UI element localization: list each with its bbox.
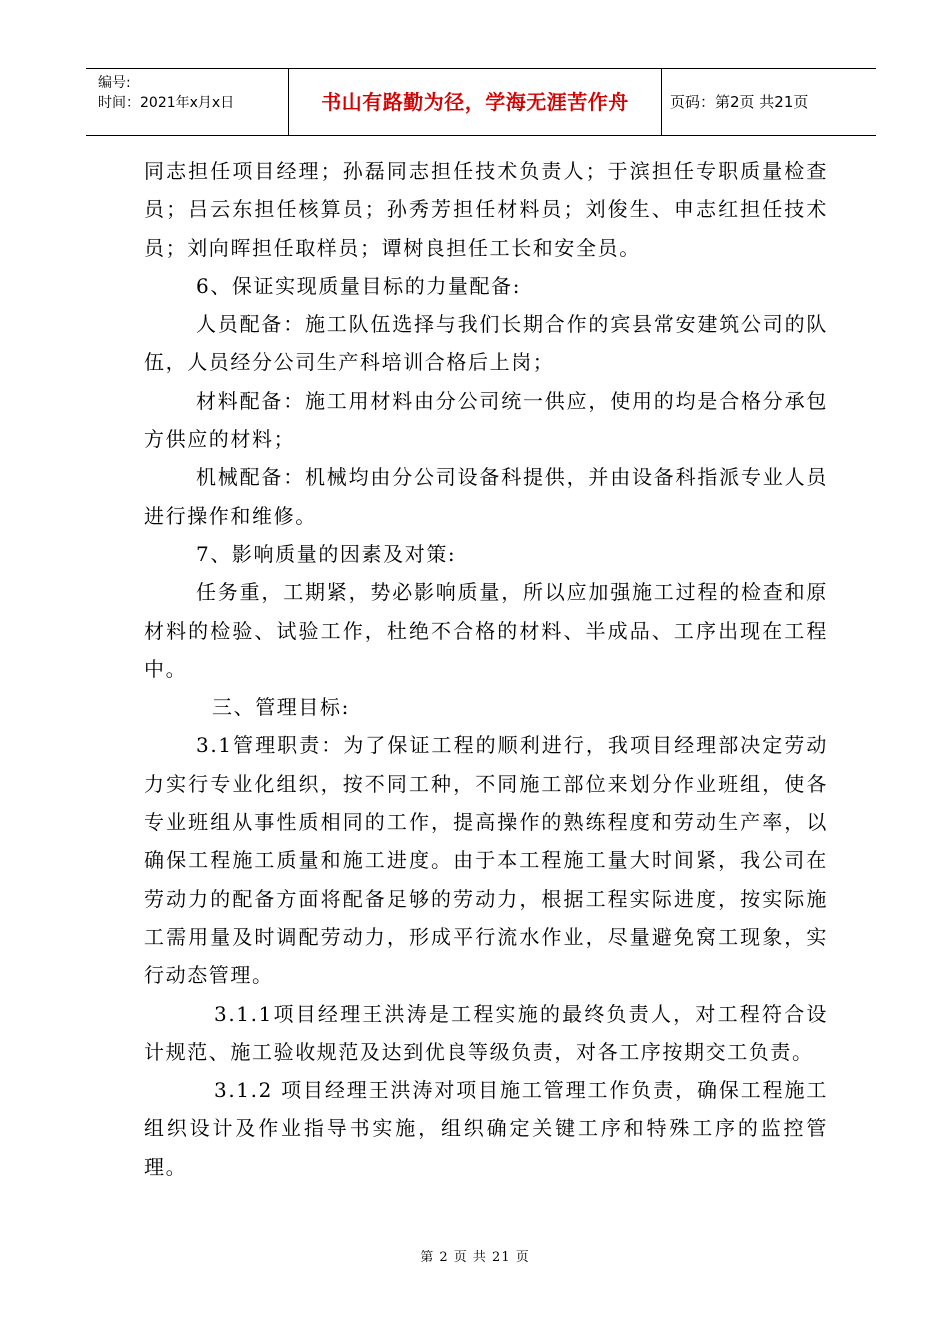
body-paragraph: 同志担任项目经理；孙磊同志担任技术负责人；于滨担任专职质量检查员；吕云东担任核算员；孙秀芳担任材料员；刘俊生、申志红担任技术员；刘向晖担任取样员；谭树良担任工长和安全员。 [144,159,828,260]
serial-label: 编号: [98,75,131,91]
page-footer: 第 2 页 共 21 页 [420,1250,530,1265]
body-paragraph: 材料配备：施工用材料由分公司统一供应，使用的均是合格分承包方供应的材料； [144,388,828,452]
document-body [144,152,828,1186]
body-paragraph: 3.1.2 项目经理王洪涛对项目施工管理工作负责，确保工程施工组织设计及作业指导书实施，组织确定关键工序和特殊工序的监控管理。 [144,1078,828,1179]
section-heading: 三、管理目标: [212,695,350,720]
body-paragraph: 机械配备：机械均由分公司设备科提供，并由设备科指派专业人员进行操作和维修。 [144,465,828,528]
section-heading: 7、影响质量的因素及对策: [196,541,457,566]
header-page-info: 页码：第2页 共21页 [670,93,809,111]
header-meta [86,69,288,135]
body-paragraph: 任务重，工期紧，势必影响质量，所以应加强施工过程的检查和原材料的检验、试验工作，杜绝不合格的材料、半成品、工序出现在工程中。 [144,580,828,681]
body-paragraph: 3.1管理职责：为了保证工程的顺利进行，我项目经理部决定劳动力实行专业化组织，按不同工种，不同施工部位来划分作业班组，使各专业班组从事性质相同的工作，提高操作的熟练程度和劳动生产率，以确保工程施工质量和施工进度。由于本工程施工量大时间紧，我公司在劳动力的配备方面将配备足够的劳动力，根据工程实际进度，按实际施工需用量及时调配劳动力，形成平行流水作业，尽量避免窝工现象，实行动态管理。 [144,733,828,988]
section-heading: 6、保证实现质量目标的力量配备: [196,273,522,298]
body-paragraph: 3.1.1项目经理王洪涛是工程实施的最终负责人，对工程符合设计规范、施工验收规范及达到优良等级负责，对各工序按期交工负责。 [144,1001,828,1064]
body-paragraph: 人员配备：施工队伍选择与我们长期合作的宾县常安建筑公司的队伍，人员经分公司生产科培训合格后上岗； [144,312,828,375]
page-header [86,68,876,136]
time-label: 时间：2021年x月x日 [98,95,235,111]
header-motto: 书山有路勤为径，学海无涯苦作舟 [321,90,629,114]
